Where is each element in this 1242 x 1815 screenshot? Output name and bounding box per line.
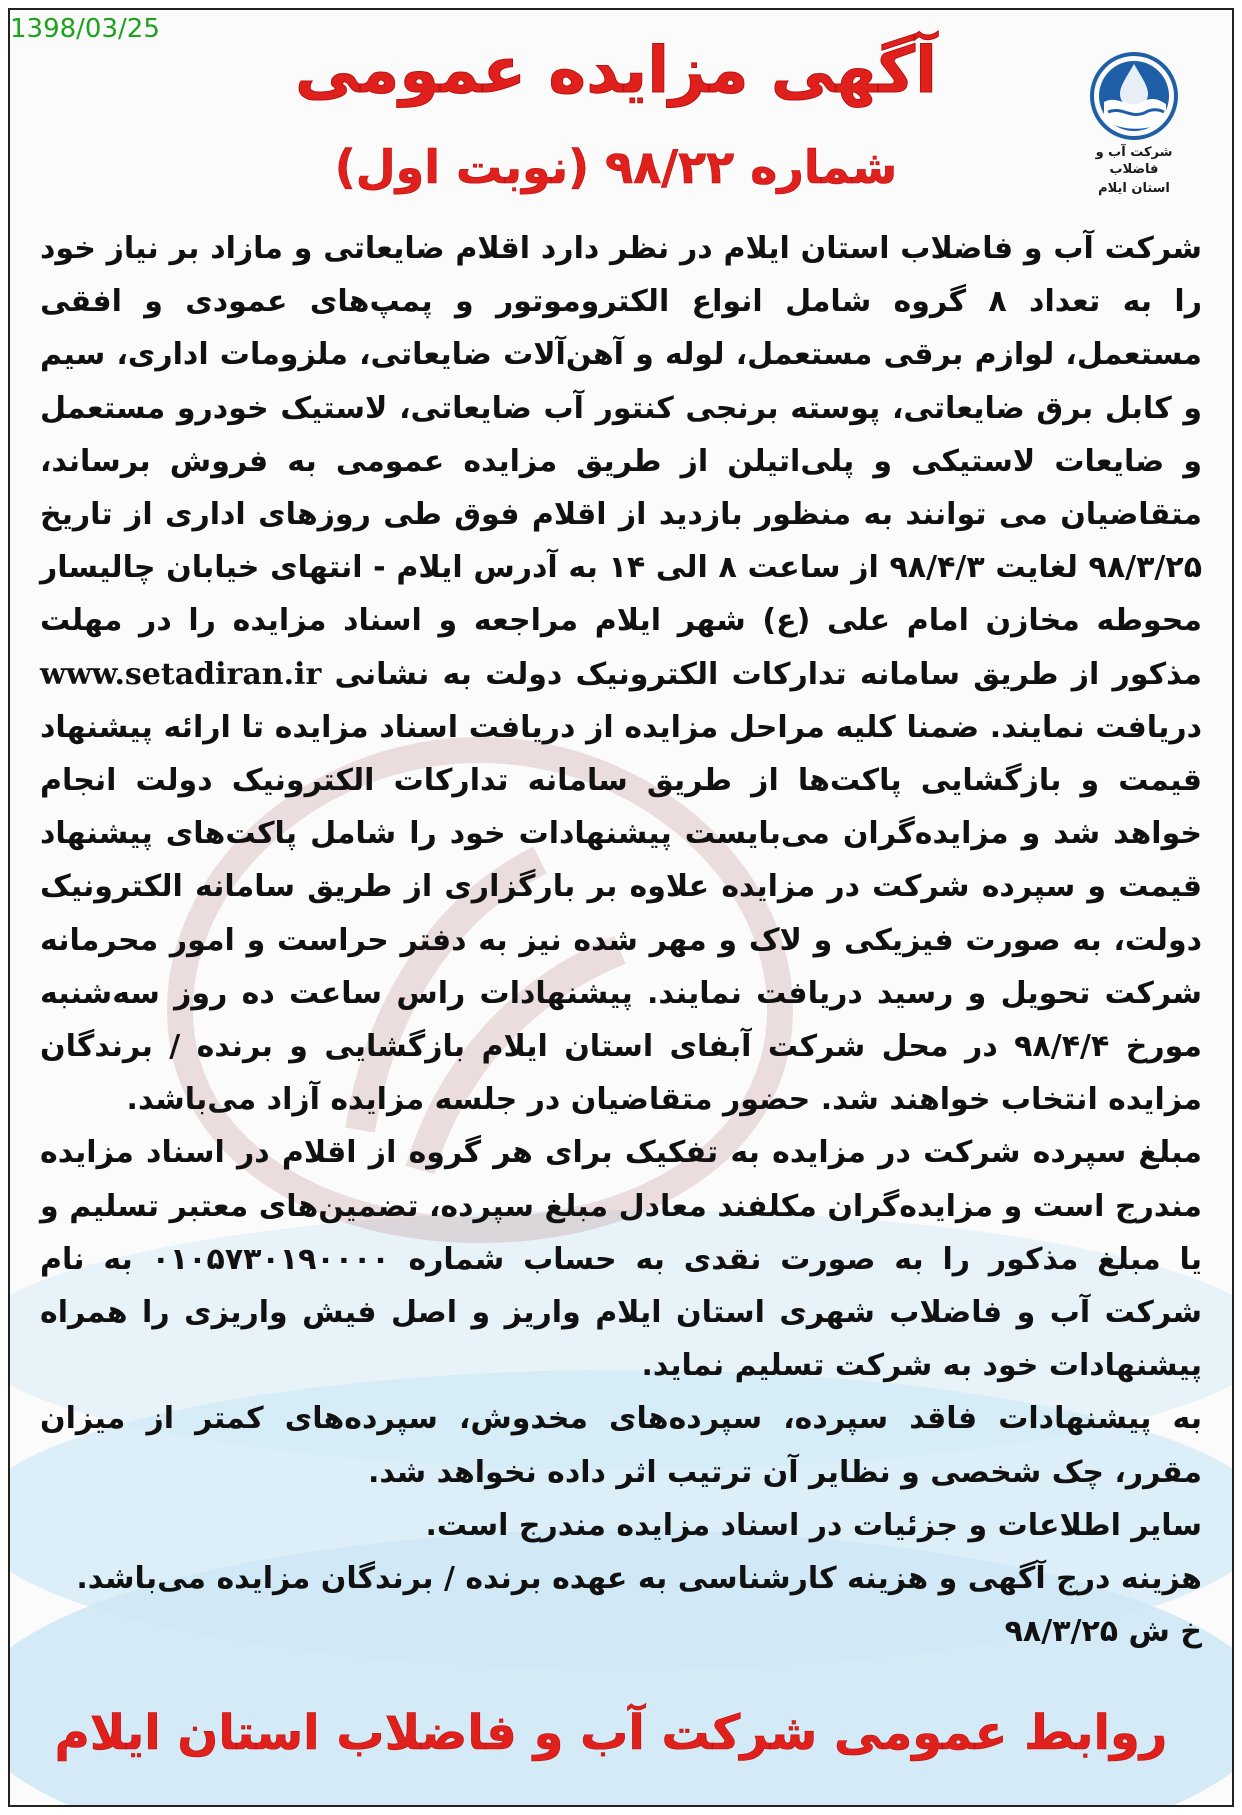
footer-signature: روابط عمومی شرکت آب و فاضلاب استان ایلام [54,1705,1168,1761]
website-link[interactable]: www.setadiran.ir [40,656,322,692]
body-paragraph-2: مبلغ سپرده شرکت در مزایده به تفکیک برای هر گروه از اقلام در اسناد مزایده مندرج است و مزایده‌گران مکلفند معادل مبلغ سپرده، تضمین‌های معتبر تسلیم و یا مبلغ مذکور را به صورت نقدی به حساب شماره ۰۱۰۵۷۳۰۱۹۰۰۰۰ به نام شرکت آب و فاضلاب شهری استان ایلام واریز و اصل فیش واریزی را همراه پیشنهادات خود به شرکت تسلیم نماید. [40,1135,1202,1384]
company-logo [1074,50,1194,197]
notice-body [40,222,1202,1658]
paragraph-1-text: شرکت آب و فاضلاب استان ایلام در نظر دارد اقلام ضایعاتی و مازاد بر نیاز خود را به تعداد ۸ گروه شامل انواع الکتروموتور و پمپ‌های عمودی و افقی مستعمل، لوازم برقی مستعمل، لوله و آهن‌آلات ضایعاتی، ملزومات اداری، سیم و کابل برق ضایعاتی، پوسته برنجی کنتور آب ضایعاتی، لاستیک خودرو مستعمل و ضایعات لاستیکی و پلی‌اتیلن از طریق مزایده عمومی به فروش برساند، متقاضیان می توانند به منظور بازدید از اقلام فوق طی روزهای اداری از تاریخ ۹۸/۳/۲۵ لغایت ۹۸/۴/۳ از ساعت ۸ الی ۱۴ به آدرس ایلام - انتهای خیابان چالیسار محوطه مخازن امام علی (ع) شهر ایلام مراجعه و اسناد مزایده را در مهلت مذکور از طریق سامانه تدارکات الکترونیک دولت به نشانی [40,231,1203,692]
logo-line-2: استان ایلام [1098,181,1170,196]
logo-line-1: شرکت آب و فاضلاب [1095,145,1173,177]
body-paragraph-3: به پیشنهادات فاقد سپرده، سپرده‌های مخدوش، سپرده‌های کمتر از میزان مقرر، چک شخصی و نظایر آن ترتیب اثر داده نخواهد شد. [40,1401,1202,1490]
water-drop-logo-icon [1088,50,1180,142]
reference-code: خ ش ۹۸/۳/۲۵ [1004,1614,1202,1650]
date-stamp: 1398/03/25 [10,14,160,44]
body-paragraph-1 [40,222,1202,1126]
body-paragraph-5: هزینه درج آگهی و هزینه کارشناسی به عهده برنده / برندگان مزایده می‌باشد. [76,1561,1202,1597]
paragraph-1-end: دریافت نمایند. ضمنا کلیه مراحل مزایده از دریافت اسناد مزایده تا ارائه پیشنهاد قیمت و بازگشایی پاکت‌ها از طریق سامانه تدارکات الکترونیک دولت انجام خواهد شد و مزایده‌گران می‌بایست پیشنهادات خود را شامل پاکت‌های پیشنهاد قیمت و سپرده شرکت در مزایده علاوه بر بارگزاری از طریق سامانه الکترونیک دولت، به صورت فیزیکی و لاک و مهر شده نیز به دفتر حراست و امور محرمانه شرکت تحویل و رسید دریافت نمایند. پیشنهادات راس ساعت ده روز سه‌شنبه مورخ ۹۸/۴/۴ در محل شرکت آبفای استان ایلام بازگشایی و برنده / برندگان مزایده انتخاب خواهند شد. حضور متقاضیان در جلسه مزایده آزاد می‌باشد. [40,709,1202,1118]
page-title: آگهی مزایده عمومی [295,34,937,108]
body-paragraph-4: سایر اطلاعات و جزئیات در اسناد مزایده مندرج است. [425,1507,1202,1543]
notice-number: شماره ۹۸/۲۲ (نوبت اول) [334,140,898,194]
